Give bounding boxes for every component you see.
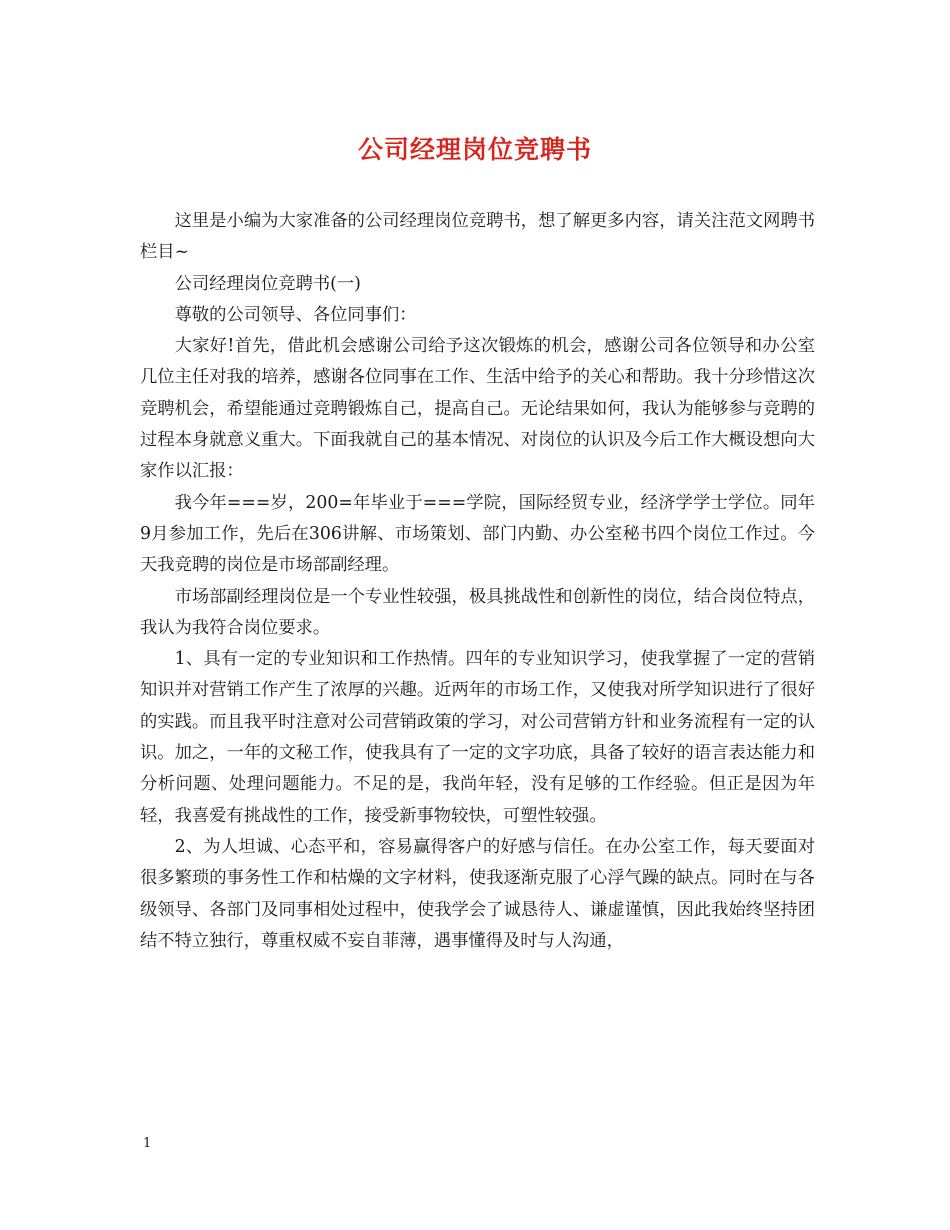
document-body [140, 206, 815, 957]
paragraph-intro: 这里是小编为大家准备的公司经理岗位竞聘书，想了解更多内容，请关注范文网聘书栏目~ [140, 211, 815, 263]
page-number: 1 [143, 1136, 152, 1151]
paragraph-salutation: 尊敬的公司领导、各位同事们： [174, 304, 417, 325]
paragraph-position: 市场部副经理岗位是一个专业性较强，极具挑战性和创新性的岗位，结合岗位特点，我认为我符合岗位要求。 [140, 586, 815, 638]
paragraph-subtitle: 公司经理岗位竞聘书(一) [174, 273, 361, 294]
paragraph-greeting: 大家好!首先，借此机会感谢公司给予这次锻炼的机会，感谢公司各位领导和办公室几位主任对我的培养，感谢各位同事在工作、生活中给予的关心和帮助。我十分珍惜这次竞聘机会，希望能通过竞聘锻炼自己，提高自己。无论结果如何，我认为能够参与竞聘的过程本身就意义重大。下面我就自己的基本情况、对岗位的认识及今后工作大概设想向大家作以汇报： [140, 336, 815, 482]
document-title: 公司经理岗位竞聘书 [357, 135, 592, 164]
paragraph-point-1: 1、具有一定的专业知识和工作热情。四年的专业知识学习，使我掌握了一定的营销知识并对营销工作产生了浓厚的兴趣。近两年的市场工作，又使我对所学知识进行了很好的实践。而且我平时注意对公司营销政策的学习，对公司营销方针和业务流程有一定的认识。加之，一年的文秘工作，使我具有了一定的文字功底，具备了较好的语言表达能力和分析问题、处理问题能力。不足的是，我尚年轻，没有足够的工作经验。但正是因为年轻，我喜爱有挑战性的工作，接受新事物较快，可塑性较强。 [140, 649, 815, 826]
paragraph-point-2: 2、为人坦诚、心态平和，容易赢得客户的好感与信任。在办公室工作，每天要面对很多繁琐的事务性工作和枯燥的文字材料，使我逐渐克服了心浮气躁的缺点。同时在与各级领导、各部门及同事相处过程中，使我学会了诚恳待人、谦虚谨慎，因此我始终坚持团结不特立独行，尊重权威不妄自菲薄，遇事懂得及时与人沟通， [140, 836, 815, 951]
paragraph-background: 我今年===岁，200=年毕业于===学院，国际经贸专业，经济学学士学位。同年9月参加工作，先后在306讲解、市场策划、部门内勤、办公室秘书四个岗位工作过。今天我竞聘的岗位是市场部副经理。 [140, 492, 815, 576]
